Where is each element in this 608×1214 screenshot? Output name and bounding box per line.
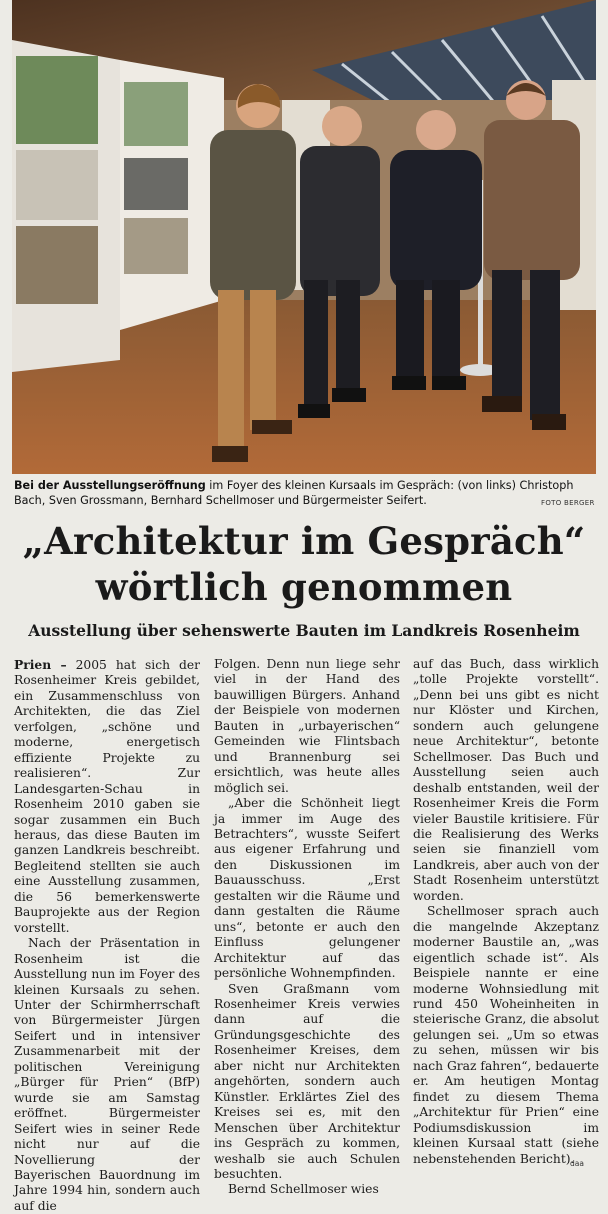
paragraph: auf das Buch, dass wirklich „tolle Projekte vorstellt“. „Denn bei uns gibt es nicht nur Klöster und Kirchen, sondern auch gelungene neue Architektur“, betonte Schellmoser. Das Buch und Ausstellung seien auch deshalb entstanden, weil der Rosenheimer Kreis die Form vieler Baustile kritisiere. Für die Realisierung des Werks seien sie finanziell vom Landkreis, aber auch von der Stadt Rosenheim unterstützt worden.	[413, 657, 599, 903]
paragraph: Sven Graßmann vom Rosenheimer Kreis verwies dann auf die Gründungsgeschichte des Rosenheimer Kreises, dem aber nicht nur Architekten angehörten, sondern auch Künstler. Erklärtes Ziel des Kreises sei es, mit den Menschen über Architektur ins Gespräch zu kommen, weshalb sie auch Schulen besuchten.	[214, 981, 400, 1181]
paragraph: Nach der Präsentation in Rosenheim ist die Ausstellung nun im Foyer des kleinen Kursaals zu sehen. Unter der Schirmherrschaft von Bürgermeister Jürgen Seifert und in intensiver Zusammenarbeit mit der politischen Vereinigung „Bürger für Prien“ (BfP) wurde sie am Samstag eröffnet. Bürgermeister Seifert wies in seiner Rede nicht nur auf die Novellierung der Bayerischen Bauordnung im Jahre 1994 hin, sondern auch auf die	[14, 936, 200, 1213]
dateline: Prien –	[14, 657, 67, 672]
article-column-3	[413, 657, 599, 1167]
paragraph: Schellmoser sprach auch die mangelnde Akzeptanz moderner Baustile an, „was eigentlich schade ist“. Als Beispiele nannte er eine moderne Wohnsiedlung mit rund 450 Woheinheiten in steierische Granz, die absolut gelungen sei. „Um so etwas zu sehen, müssen wir bis nach Graz fahren“, bedauerte er. Am heutigen Montag findet zu diesem Thema „Architektur für Prien“ eine Podiumsdiskussion im kleinen Kursaal statt (siehe nebenstehenden Bericht).	[413, 904, 600, 1166]
photo-credit: FOTO BERGER	[541, 499, 595, 507]
article-photo	[12, 0, 596, 474]
author-tag: daa	[570, 1159, 584, 1168]
article-column-1	[14, 657, 200, 1214]
paragraph-text: 2005 hat sich der Rosenheimer Kreis gebildet, ein Zusammenschluss von Architekten, die das Ziel verfolgen, „schöne und moderne, energetisch effiziente Projekte zu realisieren“. Zur Landesgarten-Schau in Rosenheim 2010 gaben sie sogar zusammen ein Buch heraus, das diese Bauten im ganzen Landkreis beschreibt. Begleitend stellten sie auch eine Ausstellung zusammen, die 56 bemerkenswerte Bauprojekte aus der Region vorstellt.	[14, 658, 201, 935]
article-column-2	[214, 657, 400, 1198]
paragraph: Folgen. Denn nun liege sehr viel in der Hand des bauwilligen Bürgers. Anhand der Beispiele von modernen Bauten in „urbayerischen“ Gemeinden wie Flintsbach und Brannenburg sei ersichtlich, was heute alles möglich sei.	[214, 657, 400, 795]
headline-line-2: wörtlich genommen	[95, 565, 513, 609]
caption-lead: Bei der Ausstellungseröffnung	[14, 479, 206, 492]
paragraph	[14, 657, 200, 936]
photo-caption	[14, 478, 594, 508]
subheadline: Ausstellung über sehenswerte Bauten im Landkreis Rosenheim	[28, 621, 580, 640]
headline	[0, 518, 608, 610]
caption-text: im Foyer des kleinen Kursaals im Gespräch: (von links) Christoph Bach, Sven Grossmann, Bernhard Schellmoser und Bürgermeister Seifert.	[14, 479, 574, 507]
paragraph: „Aber die Schönheit liegt ja immer im Auge des Betrachters“, wusste Seifert aus eigener Erfahrung und den Diskussionen im Bauausschuss. „Erst gestalten wir die Räume und dann gestalten die Räume uns“, betonte er auch den Einfluss gelungener Architektur auf das persönliche Wohnempfinden.	[214, 796, 400, 981]
headline-line-1: „Architektur im Gespräch“	[22, 519, 586, 563]
paragraph: Bernd Schellmoser wies	[228, 1182, 379, 1197]
